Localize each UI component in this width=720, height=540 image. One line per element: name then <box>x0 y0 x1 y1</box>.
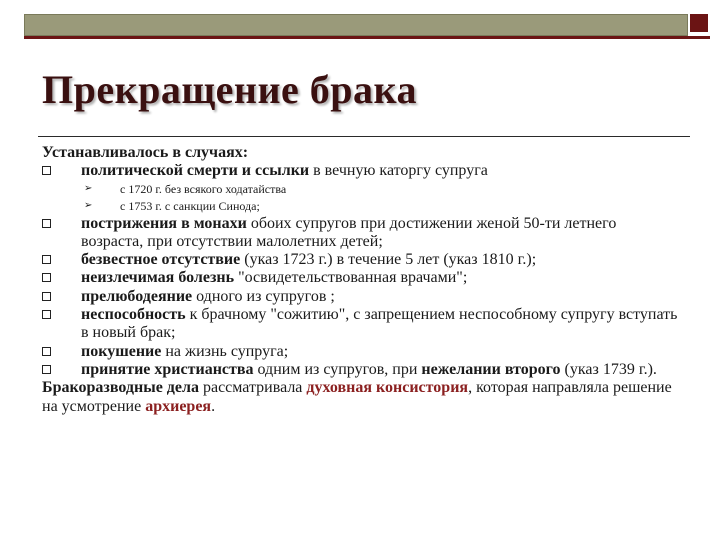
checkbox-square-icon <box>42 166 51 175</box>
title-divider <box>38 136 690 137</box>
arrow-right-icon: ➢ <box>84 182 93 194</box>
checkbox-square-icon <box>42 292 51 301</box>
checkbox-square-icon <box>42 255 51 264</box>
list-item: покушение на жизнь супруга; <box>42 343 682 361</box>
checkbox-square-icon <box>42 219 51 228</box>
list-item: неизлечимая болезнь "освидетельствованная врачами"; <box>42 269 682 287</box>
checkbox-square-icon <box>42 273 51 282</box>
list-item: политической смерти и ссылки в вечную каторгу супруга <box>42 162 682 180</box>
checkbox-square-icon <box>42 365 51 374</box>
arrow-right-icon: ➢ <box>84 199 93 211</box>
top-decor-line <box>24 36 710 39</box>
closing-paragraph: Бракоразводные дела рассматривала духовная консистория, которая направляла решение на усмотрение архиерея. <box>42 379 672 415</box>
slide-content <box>42 144 682 416</box>
sub-list-item: ➢ с 1720 г. без всякого ходатайства <box>84 181 287 196</box>
checkbox-square-icon <box>42 347 51 356</box>
list-item: пострижения в монахи обоих супругов при достижении женой 50-ти летнего возраста, при отсутствии малолетних детей; <box>42 215 682 252</box>
list-item: прелюбодеяние одного из супругов ; <box>42 288 682 306</box>
list-item: неспособность к брачному "сожитию", с запрещением неспособному супругу вступать в новый брак; <box>42 306 682 343</box>
list-item: принятие христианства одним из супругов, при нежелании второго (указ 1739 г.). <box>42 361 682 379</box>
sub-list-item: ➢ с 1753 г. с санкции Синода; <box>84 198 260 213</box>
list-item: безвестное отсутствие (указ 1723 г.) в течение 5 лет (указ 1810 г.); <box>42 251 682 269</box>
intro-text: Устанавливалось в случаях: <box>42 144 249 161</box>
slide-title: Прекращение брака <box>42 67 417 112</box>
top-decor-bar <box>24 14 688 36</box>
corner-decor-square <box>690 14 708 32</box>
checkbox-square-icon <box>42 310 51 319</box>
